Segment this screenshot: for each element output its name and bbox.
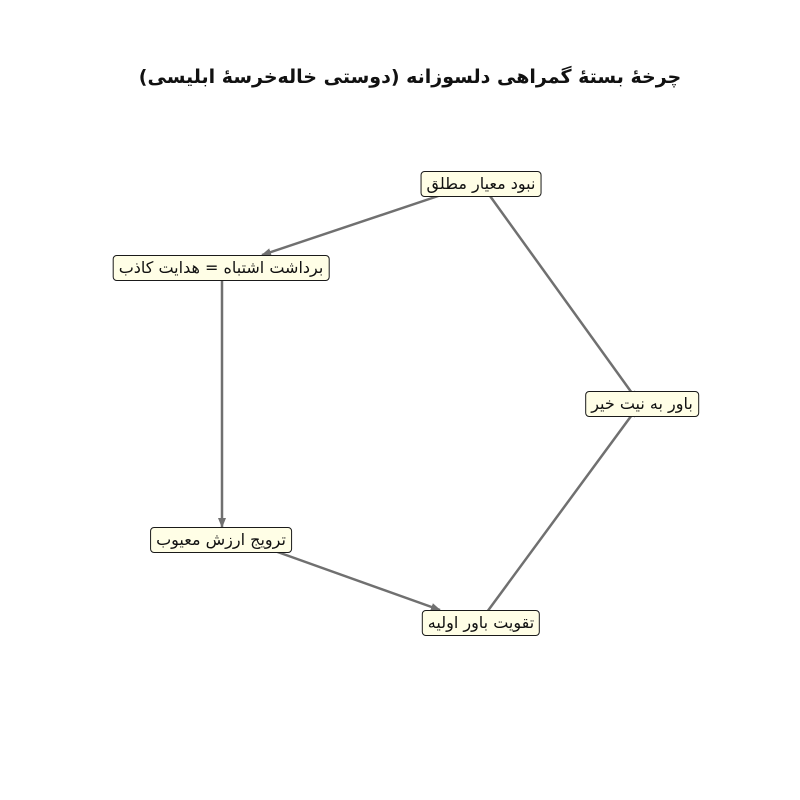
node-no-absolute-criterion: نبود معیار مطلق	[421, 171, 542, 197]
edge-n4-n3	[258, 545, 440, 610]
node-belief-good-intention: باور به نیت خیر	[585, 391, 699, 417]
edge-n3-n2	[487, 408, 637, 612]
node-promote-flawed-value: ترویج ارزش معیوب	[150, 527, 292, 553]
edge-n1-n5	[262, 188, 462, 255]
node-reinforce-initial-belief: تقویت باور اولیه	[422, 610, 540, 636]
edge-n1-n2	[490, 196, 637, 400]
diagram-title: چرخهٔ بستهٔ گمراهی دلسوزانه (دوستی خاله‌خرسهٔ ابلیسی)	[138, 66, 682, 88]
node-false-guidance: برداشت اشتباه = هدایت کاذب	[113, 255, 330, 281]
